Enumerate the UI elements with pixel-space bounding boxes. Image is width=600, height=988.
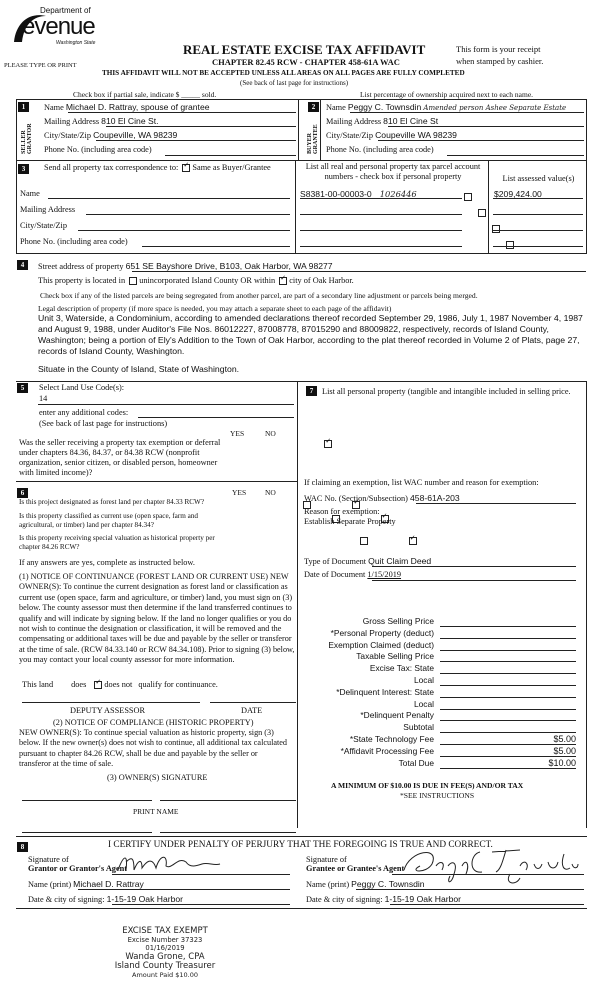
reason-value[interactable]: Establish Separate Property [304, 517, 396, 526]
unincorporated-label: unincorporated Island County OR within [139, 276, 276, 285]
seller-phone-label: Phone No. (including area code) [44, 145, 152, 154]
stamp-exempt: EXCISE TAX EXEMPT [122, 926, 208, 936]
grantee-signature[interactable] [400, 844, 580, 888]
wac-label: WAC No. (Section/Subsection) [304, 494, 408, 503]
receipt-note-1: This form is your receipt [456, 44, 541, 54]
fee-label: Total Due [398, 757, 434, 768]
does-label: does [71, 680, 87, 689]
buyer-phone-label: Phone No. (including area code) [326, 145, 434, 154]
grantor-signature[interactable] [116, 850, 226, 876]
fee-label: Taxable Selling Price [356, 651, 434, 662]
see-back: (See back of last page for instructions) [240, 79, 349, 87]
grantee-date-line [390, 904, 584, 905]
fee-label: Subtotal [403, 722, 434, 733]
this-land-label: This land [22, 680, 54, 689]
s3-name-label: Name [20, 189, 40, 198]
buyer-mail-line [388, 126, 584, 127]
fee-line [440, 768, 576, 769]
personal-property-label: List all personal property (tangible and intangible included in selling price. [322, 387, 571, 396]
fee-row [300, 710, 578, 722]
fee-row [300, 616, 578, 628]
seller-phone-field[interactable] [165, 155, 296, 156]
notice-compliance-title: (2) NOTICE OF COMPLIANCE (HISTORIC PROPERTY) [53, 718, 254, 727]
fee-row [300, 640, 578, 652]
additional-codes-field[interactable] [138, 417, 294, 418]
seller-name[interactable]: Michael D. Rattray, spouse of grantee [65, 102, 210, 112]
stamp-date: 01/16/2019 [145, 944, 185, 952]
document-type[interactable]: Quit Claim Deed [368, 556, 432, 566]
additional-codes-label: enter any additional codes: [39, 408, 129, 417]
fee-row [300, 758, 578, 770]
fee-value[interactable]: $5.00 [553, 745, 576, 756]
s3-name-field[interactable] [48, 198, 290, 199]
owner-signature-label: (3) OWNER(S) SIGNATURE [107, 773, 208, 782]
stamp-excise-number: Excise Number 37323 [127, 936, 203, 944]
land-use-line [38, 404, 294, 405]
fee-label: Excise Tax: State [369, 663, 434, 674]
seller-mail-line [106, 126, 296, 127]
fee-row [300, 746, 578, 758]
stamp-treasurer-title: Island County Treasurer [114, 961, 216, 971]
grantor-date-label: Date & city of signing: [28, 895, 105, 904]
buyer-city[interactable]: Coupeville WA 98239 [375, 130, 457, 140]
grantor-sig-line [112, 874, 290, 875]
parcel-line-4[interactable] [300, 246, 462, 247]
see-instructions: *SEE INSTRUCTIONS [400, 791, 475, 800]
fee-label: Local [413, 698, 434, 709]
legal-label: Legal description of property (if more space is needed, you may attach a separate sheet to each page of the affidavit) [38, 304, 392, 313]
exemption-question: Was the seller receiving a property tax exemption or deferral under chapters 84.36, 84.37, or 84.38 RCW (nonprofit organization, senior citizen, or disabled person, homeowner with limited income)? [19, 438, 221, 477]
s3-divider-1 [295, 160, 296, 254]
parcel-line-3[interactable] [300, 230, 462, 231]
assessed-line-4[interactable] [493, 246, 583, 247]
forest-question: Is this project designated as forest land per chapter 84.33 RCW? [19, 498, 205, 506]
fee-label: Exemption Claimed (deduct) [328, 639, 434, 650]
fee-table [300, 616, 578, 769]
s3-city-field[interactable] [78, 230, 290, 231]
notice-continuance: (1) NOTICE OF CONTINUANCE (FOREST LAND OR CURRENT USE) NEW OWNER(S): To continue the current designation as forest land or classification as current use (open space, farm and agriculture, or timber) land, you must sign on (3) below. The county assessor must then determine if the land transferred continues to qualify and will indicate by signing below. If the land no longer qualifies or you do not wish to continue the designation or classification, it will be removed and the compensating or additional taxes will be due and payable by the seller or transferor at the time of sale. (RCW 84.33.140 or RCW 84.34.108). Prior to signing (3) below, you may contact your local county assessor for more information. [19, 572, 295, 665]
seller-side-label: SELLER GRANTOR [21, 123, 33, 154]
treasurer-stamp [100, 926, 230, 979]
unincorporated-checkbox[interactable] [129, 277, 137, 285]
grantee-date-label: Date & city of signing: [306, 895, 383, 904]
parcel-line-2[interactable] [300, 214, 462, 215]
grantee-print-name[interactable]: Peggy C. Townsdin [351, 879, 425, 889]
assessed-header: List assessed value(s) [502, 174, 575, 183]
seller-city-line [96, 140, 296, 141]
claim-exemption-label: If claiming an exemption, list WAC number and reason for exemption: [304, 478, 539, 487]
grantee-sig-of: Signature of [306, 855, 347, 864]
deputy-assessor-label: DEPUTY ASSESSOR [70, 706, 146, 715]
owner-signature-line-1[interactable] [22, 800, 152, 801]
percentage-note: List percentage of ownership acquired next to each name. [360, 90, 534, 99]
qualify-label: qualify for continuance. [138, 680, 218, 689]
parcel-note: 1026446 [379, 189, 417, 199]
logo-state: Washington State [56, 40, 96, 46]
fee-label: *Delinquent Interest: State [336, 686, 434, 697]
section-6-number: 6 [17, 488, 28, 498]
buyer-mail-label: Mailing Address [326, 117, 382, 126]
s3-mail-label: Mailing Address [20, 205, 76, 214]
s3-city-label: City/State/Zip [20, 221, 68, 230]
assessed-value[interactable]: $209,424.00 [494, 189, 542, 199]
buyer-name-label: Name [326, 103, 346, 112]
city-label: city of Oak Harbor. [289, 276, 354, 285]
buyer-city-label: City/State/Zip [326, 131, 374, 140]
section-5-number: 5 [17, 383, 28, 393]
land-use-label: Select Land Use Code(s): [39, 383, 125, 392]
s3-phone-field[interactable] [142, 246, 290, 247]
does-not-checkbox[interactable] [94, 681, 102, 689]
s6-yes-header: YES [232, 488, 247, 497]
historic-yes-checkbox[interactable] [360, 537, 368, 545]
buyer-phone-field[interactable] [447, 155, 584, 156]
buyer-city-line [378, 140, 584, 141]
reason-label: Reason for exemption: [304, 507, 380, 516]
assessor-date-line[interactable] [210, 702, 296, 703]
receipt-note-2: when stamped by cashier. [456, 56, 544, 66]
same-as-buyer-label: Same as Buyer/Grantee [192, 163, 271, 172]
s5-yes-header: YES [230, 429, 245, 438]
fee-row [300, 722, 578, 734]
buyer-name-line [350, 112, 584, 113]
document-date-label: Date of Document [304, 570, 366, 579]
s8-bottom-rule [16, 908, 587, 909]
s6-no-header: NO [265, 488, 276, 497]
street-label: Street address of property [38, 262, 124, 271]
print-name-line-1[interactable] [22, 832, 152, 833]
fee-row [300, 687, 578, 699]
document-type-line [372, 566, 576, 567]
assessor-date-label: DATE [241, 706, 263, 715]
document-date-line [372, 580, 576, 581]
parcel-number[interactable]: S8381-00-00003-0 [300, 189, 372, 199]
fee-label: Gross Selling Price [362, 616, 434, 626]
wac-number[interactable]: 458-61A-203 [410, 493, 460, 503]
grantor-sig-of: Signature of [28, 855, 69, 864]
fee-label: *Personal Property (deduct) [330, 627, 434, 638]
buyer-divider [320, 99, 321, 161]
section-1-number: 1 [18, 102, 29, 112]
grantee-name-print-label: Name (print) [306, 880, 350, 889]
please-type: PLEASE TYPE OR PRINT [4, 62, 77, 69]
segregated-note: Check box if any of the listed parcels are being segregated from another parcel, are part of a secondary line adjustment or parcels being merged. [40, 291, 478, 300]
grantor-date-line [112, 904, 290, 905]
warning: THIS AFFIDAVIT WILL NOT BE ACCEPTED UNLESS ALL AREAS ON ALL PAGES ARE FULLY COMPLETED [102, 69, 465, 77]
partial-sale: Check box if partial sale, indicate $ _____ sold. [73, 90, 217, 99]
grantor-date-city[interactable]: 1-15-19 Oak Harbor [106, 894, 184, 904]
section-4-number: 4 [17, 260, 28, 270]
street-line [132, 271, 586, 272]
grantor-agent-label: Grantor or Grantor's Agent [28, 864, 128, 873]
fee-label: *Delinquent Penalty [360, 710, 434, 721]
s5-see-back: (See back of last page for instructions) [39, 419, 168, 428]
fee-label: *Affidavit Processing Fee [340, 745, 434, 756]
grantee-sig-line [392, 874, 584, 875]
seller-city-label: City/State/Zip [44, 131, 92, 140]
form-chapter: CHAPTER 82.45 RCW - CHAPTER 458-61A WAC [212, 57, 400, 67]
seller-name-label: Name [44, 103, 64, 112]
seller-mail-label: Mailing Address [44, 117, 100, 126]
buyer-name-note: Amended person Ashee Separate Estate [423, 104, 567, 112]
fee-value[interactable]: $10.00 [548, 757, 576, 768]
assessed-line-1 [493, 198, 583, 199]
minimum-due: A MINIMUM OF $10.00 IS DUE IN FEE(S) AND/OR TAX [331, 781, 524, 790]
form-title: REAL ESTATE EXCISE TAX AFFIDAVIT [183, 42, 426, 57]
dor-logo [8, 6, 108, 50]
located-label: This property is located in [38, 276, 126, 285]
print-name-label: PRINT NAME [133, 807, 179, 816]
print-name-line-2[interactable] [160, 832, 296, 833]
buyer-name[interactable]: Peggy C. Townsdin [347, 102, 422, 112]
fee-row [300, 663, 578, 675]
section-7-number: 7 [306, 386, 317, 396]
street-address[interactable]: 651 SE Bayshore Drive, B103, Oak Harbor, WA 98277 [125, 261, 333, 271]
parcel-line-1 [300, 198, 462, 199]
grantor-print-name[interactable]: Michael D. Rattray [73, 879, 144, 889]
fee-row [300, 628, 578, 640]
certify-statement: I CERTIFY UNDER PENALTY OF PERJURY THAT THE FOREGOING IS TRUE AND CORRECT. [108, 840, 493, 850]
fee-label: Local [413, 674, 434, 685]
s8-top-rule [16, 836, 587, 837]
seller-mail[interactable]: 810 El Cine St. [101, 116, 159, 126]
s3-divider-2 [488, 160, 489, 254]
document-type-label: Type of Document [304, 557, 367, 566]
does-not-label: does not [104, 680, 133, 689]
s6-top-rule [16, 481, 297, 482]
fee-label: *State Technology Fee [349, 733, 434, 744]
grantor-name-line [78, 889, 290, 890]
current-use-question: Is this property classified as current use (open space, farm and agricultural, or timber) land per chapter 84.34? [19, 512, 199, 529]
seller-name-line [68, 112, 296, 113]
grantee-agent-label: Grantee or Grantee's Agent [306, 864, 405, 873]
grantee-name-line [356, 889, 584, 890]
city-checkbox[interactable] [279, 277, 287, 285]
s3-phone-label: Phone No. (including area code) [20, 237, 128, 246]
send-correspondence-label: Send all property tax correspondence to: [44, 163, 179, 172]
assessed-line-2[interactable] [493, 214, 583, 215]
if-yes-note: If any answers are yes, complete as instructed below. [19, 558, 195, 567]
s5-top-rule [16, 381, 587, 382]
notice-compliance: NEW OWNER(S): To continue special valuation as historic property, sign (3) below. If the new owner(s) does not wish to continue, all additional tax calculated pursuant to chapter 84.26 RCW, shall be due and payable by the seller or transferor at the time of sale. [19, 728, 287, 769]
grantor-name-print-label: Name (print) [28, 880, 72, 889]
stamp-amount-paid: Amount Paid $10.00 [132, 971, 198, 979]
section-8-number: 8 [17, 842, 28, 852]
logo-dept: Department of [40, 6, 91, 15]
fee-value[interactable]: $5.00 [553, 733, 576, 744]
assessed-line-3[interactable] [493, 230, 583, 231]
buyer-mail[interactable]: 810 El Cine St [383, 116, 439, 126]
parcel-header: List all real and personal property tax parcel account numbers - check box if personal property [305, 162, 481, 181]
grantee-date-city[interactable]: 1-15-19 Oak Harbor [384, 894, 462, 904]
fee-row [300, 699, 578, 711]
same-as-buyer-checkbox[interactable] [182, 164, 190, 172]
s3-mail-field[interactable] [86, 214, 290, 215]
historic-no-checkbox[interactable] [409, 537, 417, 545]
fee-row [300, 734, 578, 746]
s5-no-header: NO [265, 429, 276, 438]
land-use-code[interactable]: 14 [39, 394, 48, 403]
personal-property-checkbox-2[interactable] [478, 209, 486, 217]
buyer-side-label: BUYER GRANTEE [307, 124, 319, 154]
situate: Situate in the County of Island, State of Washington. [38, 364, 240, 374]
historic-question: Is this property receiving special valuation as historical property per chapter 84.26 RCW? [19, 534, 215, 551]
deputy-assessor-line[interactable] [22, 702, 200, 703]
logo-word: evenue [22, 13, 95, 40]
personal-property-checkbox-1[interactable] [464, 193, 472, 201]
fee-row [300, 675, 578, 687]
section-2-number: 2 [308, 102, 319, 112]
wac-line [416, 503, 576, 504]
seller-city[interactable]: Coupeville, WA 98239 [93, 130, 178, 140]
legal-description[interactable]: Unit 3, Waterside, a Condominium, according to amended declarations thereof recorded September 29, 1986, July 1, 1987 November 4, 1987 and August 9, 1988, under Auditor's File Nos. 86012227, 87008778, 87015290 and 88009822, respectively, records of Island County, Washington; being a portion of Ely's Addition to the Town of Oak Harbor, according to the plat thereof recorded in Volume 2 of Plats, page 27, records of Island County, Washington. [38, 313, 583, 356]
fee-row [300, 651, 578, 663]
owner-signature-line-2[interactable] [160, 800, 296, 801]
stamp-treasurer-name: Wanda Grone, CPA [125, 952, 205, 962]
section-3-number: 3 [18, 164, 29, 174]
document-date[interactable]: 1/15/2019 [367, 570, 402, 579]
s5-no-checkbox[interactable] [324, 440, 332, 448]
right-edge [586, 381, 587, 828]
